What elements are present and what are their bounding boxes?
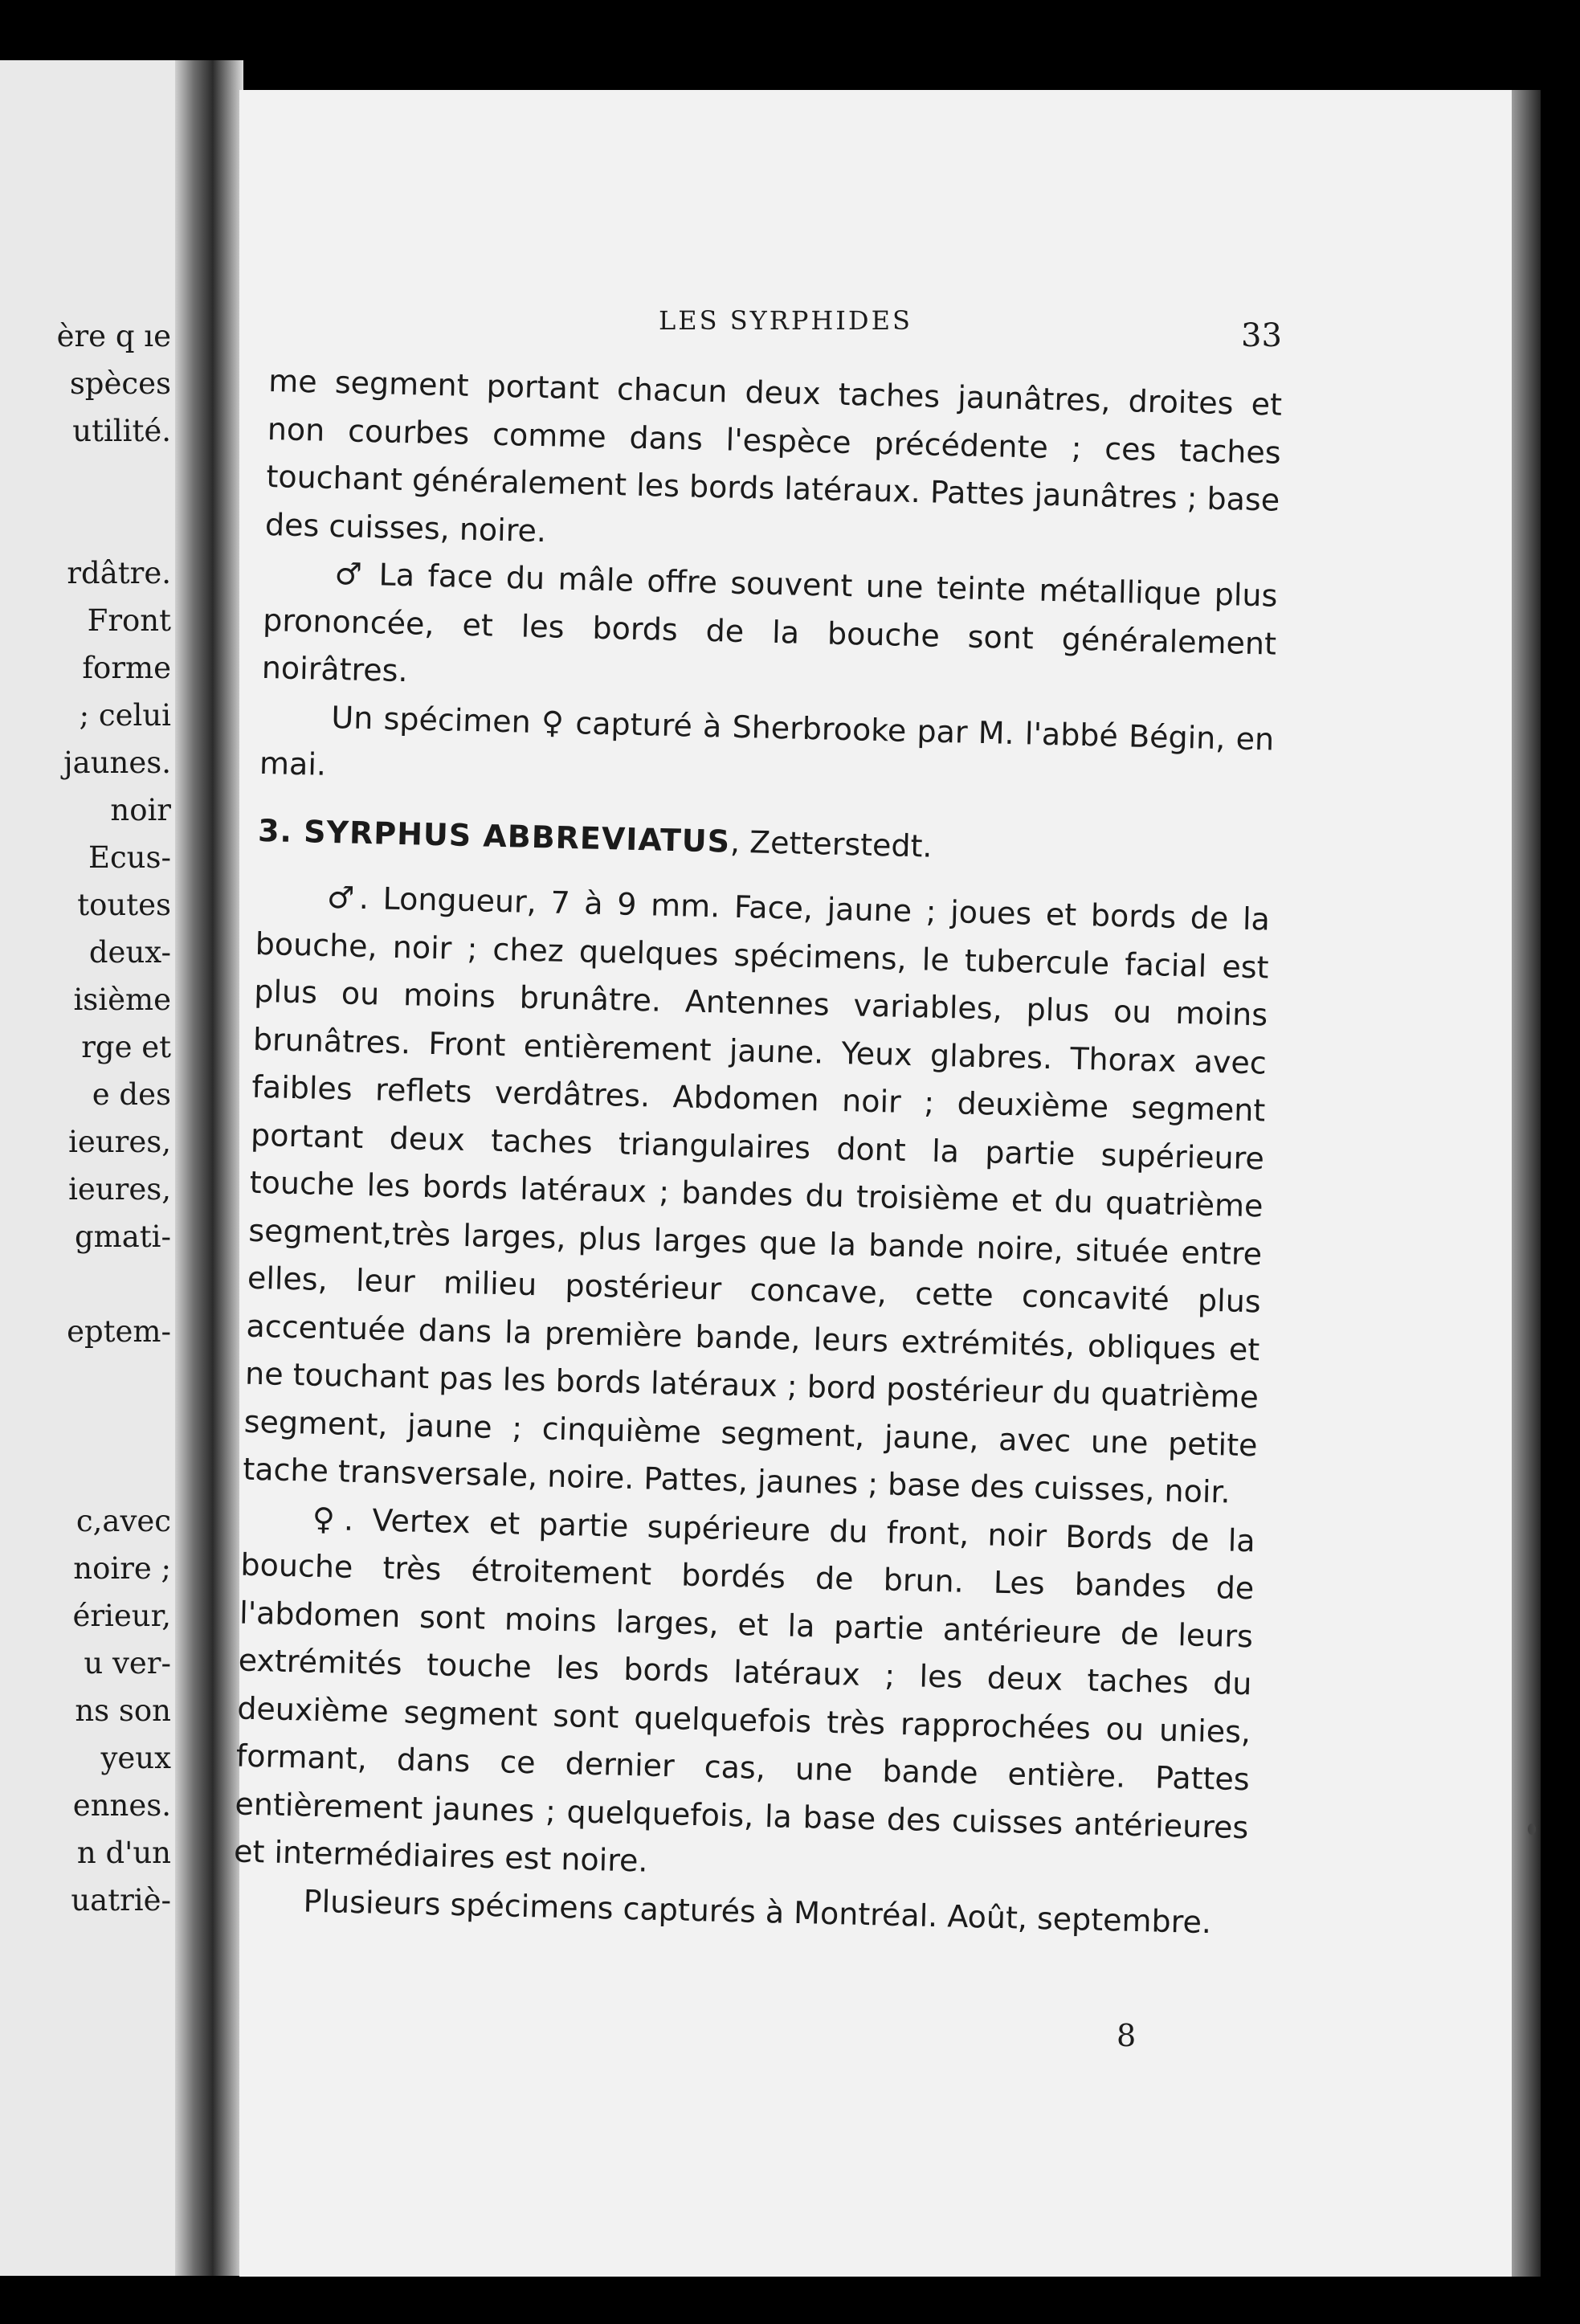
facing-page-line: ennes. — [72, 1788, 171, 1823]
signature-mark: 8 — [1117, 2018, 1137, 2053]
facing-page-line: ieures, — [68, 1125, 171, 1159]
species-author: , Zetterstedt. — [729, 823, 933, 864]
page-edge — [1512, 90, 1541, 2277]
facing-page-line: ieures, — [68, 1172, 171, 1207]
running-title: LES SYRPHIDES — [659, 305, 912, 336]
facing-page-line: rdâtre. — [67, 556, 171, 590]
facing-page-line: jaunes. — [63, 745, 171, 780]
book-gutter — [175, 60, 243, 2276]
facing-page-line: isième — [73, 982, 171, 1017]
scan-speck — [1528, 1824, 1536, 1835]
facing-page-line: n d'un — [76, 1836, 171, 1870]
facing-page-line: u ver- — [84, 1646, 171, 1681]
facing-page-line: ère q ıe — [56, 319, 171, 353]
paragraph-specimen-note: Un spécimen ♀ capturé à Sherbrooke par M. l'abbé Bégin, en mai. — [259, 699, 1275, 782]
facing-page-line: érieur, — [72, 1599, 171, 1633]
facing-page-line: c,avec — [76, 1504, 171, 1538]
page-body — [232, 357, 1283, 1947]
facing-page-line: rge et — [81, 1030, 171, 1064]
species-name: SYRPHUS ABBREVIATUS — [303, 813, 731, 860]
facing-page-line: yeux — [100, 1741, 171, 1775]
species-heading — [257, 807, 1272, 878]
facing-page-line: gmati- — [74, 1219, 171, 1254]
paragraph-male-note: ♂ La face du mâle offre souvent une teinte métallique plus prononcée, et les bords de la bouche sont généralement noirâtres. — [261, 556, 1278, 689]
page-number: 33 — [1241, 317, 1282, 354]
facing-page-line: forme — [82, 651, 171, 685]
facing-page-line: ; celui — [79, 698, 171, 733]
facing-page-line: uatriè- — [71, 1883, 171, 1918]
facing-page-line: deux- — [88, 935, 171, 970]
facing-page-line: toutes — [77, 888, 171, 922]
facing-page-line: Front — [87, 603, 171, 638]
paragraph-male-description: ♂. Longueur, 7 à 9 mm. Face, jaune ; joues et bords de la bouche, noir ; chez quelques spécimens, le tubercule facial est plus ou moins brunâtre. Antennes variables, plus ou moins brunâtres. Front entièrement jaune. Yeux glabres. Thorax avec faibles reflets verdâtres. Abdomen noir ; deuxième segment portant deux taches triangulaires dont la partie supérieure touche les bords latéraux ; bandes du troisième et du quatrième segment,très larges, plus larges que la bande noire, située entre elles, leur milieu postérieur concave, cette concavité plus accentuée dans la première bande, leurs extrémités, obliques et ne touchant pas les bords latéraux ; bord postérieur du quatrième segment, jaune ; cinquième segment, jaune, avec une petite tache transversale, noire. Pattes, jaunes ; base des cuisses, noir. — [242, 879, 1271, 1510]
facing-page-line: noire ; — [73, 1551, 171, 1586]
facing-page-line: Ecus- — [88, 840, 171, 875]
paragraph-female-description: ♀. Vertex et partie supérieure du front, noir Bords de la bouche très étroitement bordés de brun. Les bandes de l'abdomen sont moins larges, et la partie antérieure de leurs extrémités touche les bords latéraux ; les deux taches du deuxième segment sont quelquefois très rapprochées ou unies, formant, dans ce dernier cas, une bande entière. Pattes entièrement jaunes ; quelquefois, la base des cuisses antérieures et intermédiaires est noire. — [233, 1501, 1256, 1879]
paragraph-locality: Plusieurs spécimens capturés à Montréal. Août, septembre. — [303, 1883, 1212, 1940]
paragraph-continuation: me segment portant chacun deux taches jaunâtres, droites et non courbes comme dans l'espèce précédente ; ces taches touchant généralement les bords latéraux. Pattes jaunâtres ; base des cuisses, noire. — [264, 362, 1283, 549]
facing-page-line: ns son — [75, 1693, 171, 1728]
facing-page-line: e des — [92, 1077, 171, 1112]
facing-page-line: spèces — [69, 366, 171, 401]
facing-page-line: noir — [110, 793, 171, 827]
facing-page-line: utilité. — [72, 414, 171, 448]
facing-page — [0, 60, 189, 2276]
species-number: 3. — [257, 812, 293, 849]
facing-page-line: eptem- — [67, 1314, 171, 1349]
